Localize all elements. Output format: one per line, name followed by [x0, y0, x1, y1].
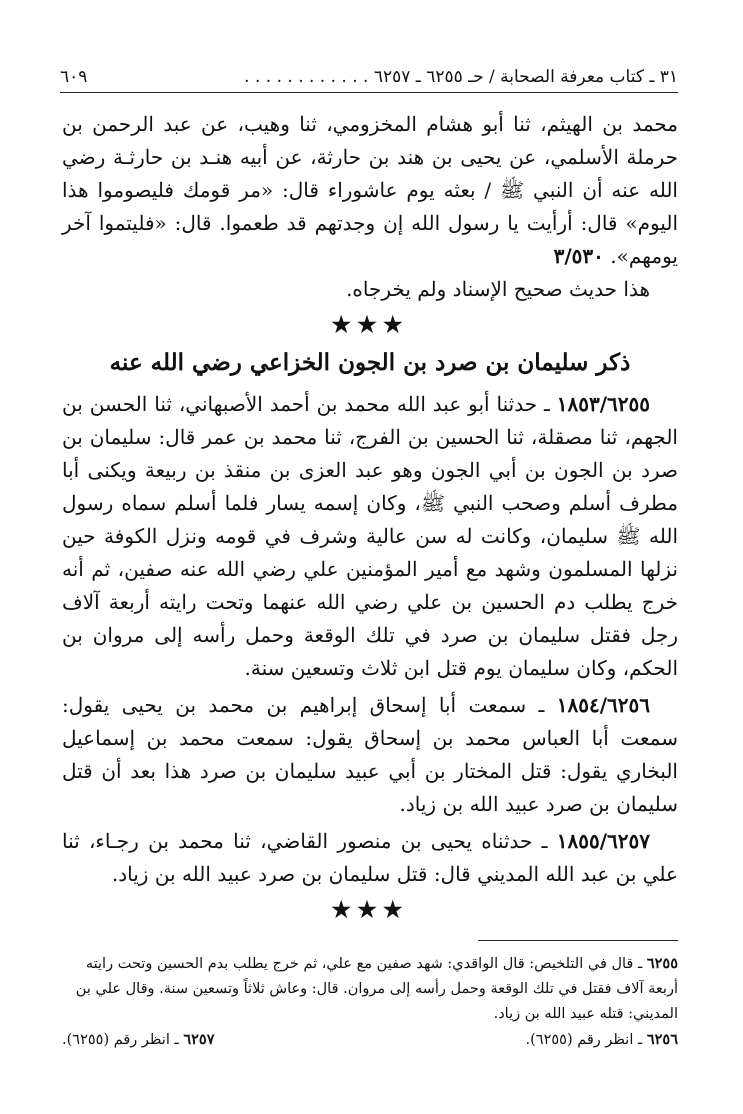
- footnote-number: ٦٢٥٦: [646, 1031, 678, 1048]
- footnote-number: ٦٢٥٧: [183, 1031, 215, 1048]
- margin-reference: ٣/٥٣٠: [553, 244, 604, 268]
- footnote-rule: [478, 940, 678, 941]
- running-head: [60, 62, 678, 93]
- footnote-text: ـ انظر رقم (٦٢٥٥).: [62, 1032, 184, 1048]
- footnote-number: ٦٢٥٥: [646, 955, 678, 972]
- section-heading: ذكر سليمان بن صرد بن الجون الخزاعي رضي الله عنه: [109, 349, 631, 376]
- opening-paragraph-text: محمد بن الهيثم، ثنا أبو هشام المخزومي، ثنا وهيب، عن عبد الرحمن بن حرملة الأسلمي، عن يحيى بن هند بن حارثة، عن أبيه هنـد بن حارثـة رضي الله عنه أن النبي ﷺ / بعثه يوم عاشوراء قال: «مر قومك فليصوموا هذا اليوم» قال: أرأيت يا رسول الله إن وجدتهم قد طعموا. قال: «فليتموا آخر يومهم».: [62, 112, 678, 268]
- hadith-number: ١٨٥٤/٦٢٥٦: [556, 693, 650, 717]
- opening-paragraph: [62, 108, 678, 273]
- footnote-6256: [526, 1027, 678, 1053]
- footnote-text: ـ انظر رقم (٦٢٥٥).: [525, 1032, 647, 1048]
- footnote-row: [62, 1027, 678, 1053]
- verdict-line: هذا حديث صحيح الإسناد ولم يخرجاه.: [346, 277, 650, 301]
- hadith-text: ـ حدثناه يحيى بن منصور القاضي، ثنا محمد بن رجـاء، ثنا علي بن عبد الله المديني قال: قتل سليمان بن صرد عبيد الله بن زياد.: [62, 829, 678, 886]
- footnote-6255: [62, 951, 678, 1027]
- footnotes: [62, 940, 678, 1053]
- footnote-text: ـ قال في التلخيص: قال الواقدي: شهد صفين مع علي، ثم خرج يطلب بدم الحسين وتحت رايته أربعة آلاف فقتل في تلك الوقعة وحمل رأسه إلى مروان. قال: وعاش ثلاثاً وتسعين سنة. وقال علي بن المديني: قتله عبيد الله بن زياد.: [75, 956, 678, 1022]
- hadith-1854: [62, 689, 678, 821]
- page-number: ٦٠٩: [60, 67, 88, 87]
- hadith-text: ـ حدثنا أبو عبد الله محمد بن أحمد الأصبهاني، ثنا الحسن بن الجهم، ثنا مصقلة، ثنا الحسين بن الفرج، ثنا محمد بن عمر قال: سليمان بن صرد بن الجون بن أبي الجون وهو عبد العزى بن منقذ بن ربيعة ويكنى أبا مطرف أسلم وصحب النبي ﷺ، وكان إسمه يسار فلما أسلم سماه رسول الله ﷺ سليمان، وكانت له سن عالية وشرف في قومه ونزل الكوفة حين نزلها المسلمون وشهد مع أمير المؤمنين علي رضي الله عنه صفين، ثم أنه خرج يطلب دم الحسين بن علي رضي الله عنهما وتحت رايته أربعة آلاف رجل فقتل سليمان بن صرد في تلك الوقعة وحمل رأسه إلى مروان بن الحكم، وكان سليمان يوم قتل ابن ثلاث وتسعين سنة.: [62, 392, 678, 680]
- page-body: [62, 108, 678, 931]
- hadith-number: ١٨٥٥/٦٢٥٧: [556, 829, 650, 853]
- separator-stars-1: ★★★: [331, 312, 409, 338]
- running-head-title: ٣١ ـ كتاب معرفة الصحابة / حـ ٦٢٥٥ ـ ٦٢٥٧ . . .: [244, 67, 678, 87]
- hadith-text: ـ سمعت أبا إسحاق إبراهيم بن محمد بن يحيى يقول: سمعت أبا العباس محمد بن إسحاق يقول: سمعت محمد بن إسماعيل البخاري يقول: قتل المختار بن أبي عبيد سليمان بن صرد هذا بعد أن قتل سليمان بن صرد عبيد الله بن زياد.: [62, 693, 678, 816]
- hadith-number: ١٨٥٣/٦٢٥٥: [556, 392, 650, 416]
- hadith-1855b: [62, 825, 678, 891]
- hadith-1855: [62, 388, 678, 685]
- footnote-6257: [62, 1027, 214, 1053]
- separator-stars-2: ★★★: [331, 897, 409, 923]
